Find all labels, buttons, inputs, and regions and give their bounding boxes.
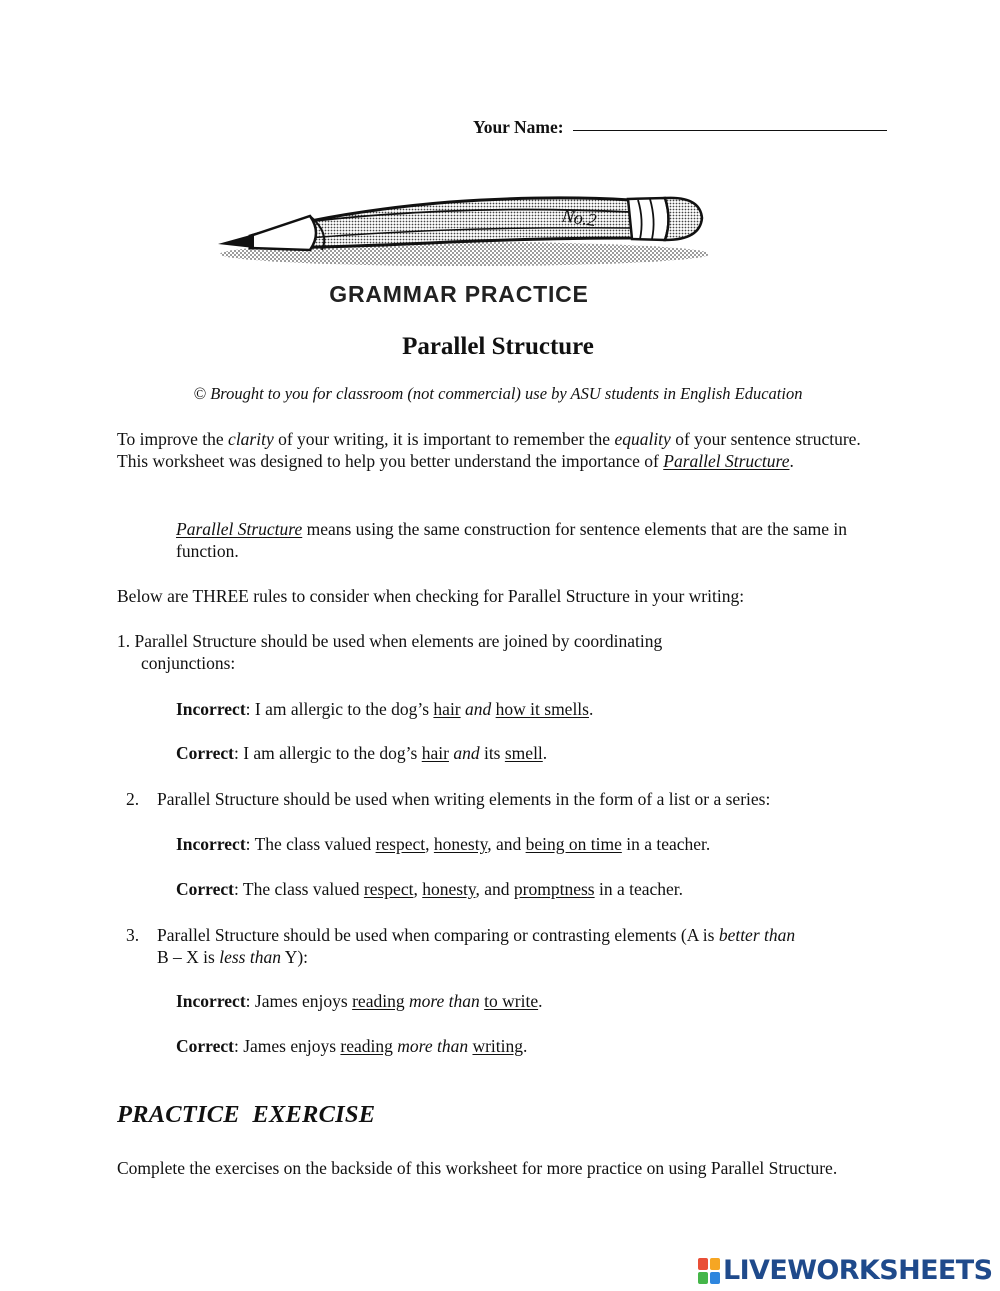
- rule-3-text: Parallel Structure should be used when comparing or contrasting elements (A is better than B – X is less than Y):: [157, 925, 796, 967]
- grammar-practice-banner: [210, 178, 708, 306]
- rule-3-number: 3.: [126, 925, 140, 945]
- rule-2-incorrect-example: Incorrect: The class valued respect, honesty, and being on time in a teacher.: [176, 834, 711, 854]
- practice-instructions: Complete the exercises on the backside of this worksheet for more practice on using Parallel Structure.: [117, 1158, 838, 1178]
- intro-paragraph: To improve the clarity of your writing, it is important to remember the equality of your sentence structure. This worksheet was designed to help you better understand the importance of Parallel Structure.: [117, 429, 861, 471]
- page-title: Parallel Structure: [402, 333, 594, 360]
- rule-1-incorrect-example: Incorrect: I am allergic to the dog’s hair and how it smells.: [176, 699, 594, 719]
- definition-paragraph: Parallel Structure means using the same construction for sentence elements that are the same in function.: [176, 519, 847, 561]
- rules-intro: Below are THREE rules to consider when checking for Parallel Structure in your writing:: [117, 586, 745, 606]
- rule-1-line-1: 1. Parallel Structure should be used when elements are joined by coordinating: [117, 631, 663, 651]
- liveworksheets-brand: LIVEWORKSHEETS: [723, 1255, 993, 1286]
- rule-2-correct-example: Correct: The class valued respect, honesty, and promptness in a teacher.: [176, 879, 684, 899]
- liveworksheets-icon: [697, 1257, 721, 1285]
- name-label: Your Name:: [473, 117, 564, 137]
- pencil-icon: [218, 198, 708, 266]
- pencil-label: No.2: [560, 205, 598, 231]
- rule-1-line-2: conjunctions:: [141, 653, 236, 673]
- rule-3-correct-example: Correct: James enjoys reading more than writing.: [176, 1036, 528, 1056]
- liveworksheets-logo[interactable]: [697, 1255, 992, 1287]
- credit-line: © Brought to you for classroom (not commercial) use by ASU students in English Education: [193, 384, 803, 403]
- banner-title: GRAMMAR PRACTICE: [329, 281, 589, 306]
- practice-heading: PRACTICE EXERCISE: [117, 1101, 376, 1128]
- rule-3-incorrect-example: Incorrect: James enjoys reading more than to write.: [176, 991, 543, 1011]
- rule-2-number: 2.: [126, 789, 140, 809]
- rule-1-correct-example: Correct: I am allergic to the dog’s hair and its smell.: [176, 743, 548, 763]
- rule-2-text: Parallel Structure should be used when writing elements in the form of a list or a series:: [157, 789, 771, 809]
- name-input-line[interactable]: [573, 130, 887, 131]
